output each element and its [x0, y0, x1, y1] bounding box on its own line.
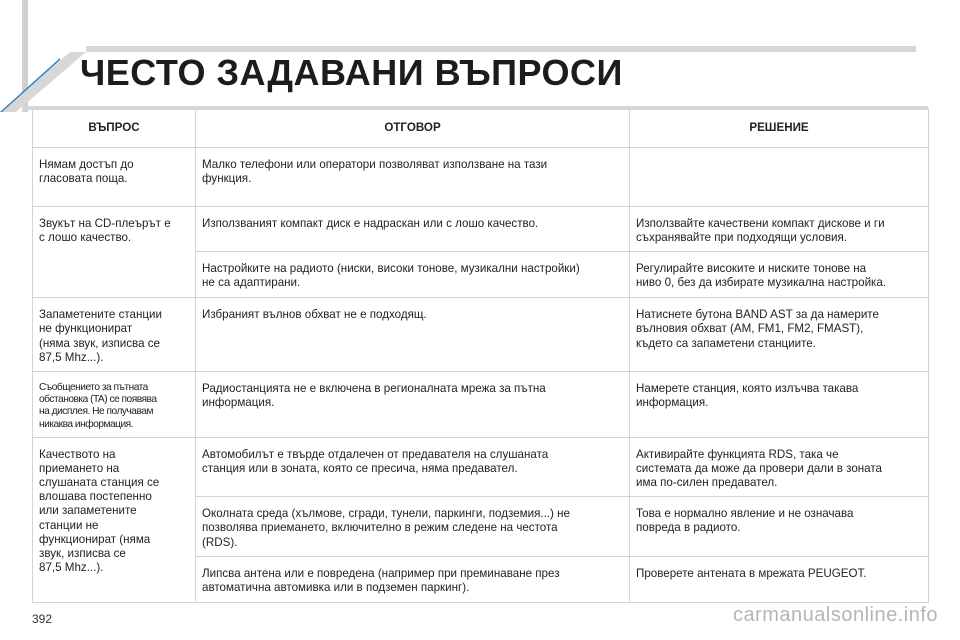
column-header-solution: РЕШЕНИЕ — [630, 109, 929, 148]
solution-cell: Натиснете бутона BAND AST за да намерите вълновия обхват (AM, FM1, FM2, FMAST), където са запаметени станциите. — [630, 298, 929, 372]
solution-cell: Регулирайте високите и ниските тонове на ниво 0, без да избирате музикална настройка. — [630, 252, 929, 298]
question-cell: Нямам достъп до гласовата поща. — [33, 148, 196, 207]
solution-cell — [630, 148, 929, 207]
solution-cell: Използвайте качествени компакт дискове и ги съхранявайте при подходящи условия. — [630, 207, 929, 252]
question-cell: Качеството на приемането на слушаната станция се влошава постепенно или запаметените станции не функционират (няма звук, изписва се 87,5 Mhz...). — [33, 437, 196, 602]
table-row — [33, 437, 929, 496]
answer-cell: Околната среда (хълмове, сгради, тунели, паркинги, подземия...) не позволява приемането, включително в режим следене на честота (RDS). — [196, 497, 630, 556]
column-header-answer: ОТГОВОР — [196, 109, 630, 148]
faq-table — [32, 108, 929, 603]
answer-cell: Малко телефони или оператори позволяват използване на тази функция. — [196, 148, 630, 207]
solution-cell: Намерете станция, която излъчва такава информация. — [630, 371, 929, 437]
answer-cell: Липсва антена или е повредена (например при преминаване през автоматична автомивка или в подземен паркинг). — [196, 556, 630, 602]
page-title: ЧЕСТО ЗАДАВАНИ ВЪПРОСИ — [80, 52, 623, 93]
table-header-row — [33, 109, 929, 148]
table-row — [33, 298, 929, 372]
solution-cell: Това е нормално явление и не означава повреда в радиото. — [630, 497, 929, 556]
answer-cell: Автомобилът е твърде отдалечен от предавателя на слушаната станция или в зоната, която се пресича, няма предавател. — [196, 437, 630, 496]
question-cell: Съобщението за пътната обстановка (TA) се появява на дисплея. Не получавам никаква информация. — [33, 371, 196, 437]
table-row — [33, 371, 929, 437]
question-cell: Звукът на CD-плеърът е с лошо качество. — [33, 207, 196, 298]
answer-cell: Радиостанцията не е включена в регионалната мрежа за пътна информация. — [196, 371, 630, 437]
answer-cell: Настройките на радиото (ниски, високи тонове, музикални настройки) не са адаптирани. — [196, 252, 630, 298]
table-row — [33, 207, 929, 252]
watermark: carmanualsonline.info — [732, 604, 938, 626]
solution-cell: Проверете антената в мрежата PEUGEOT. — [630, 556, 929, 602]
page-number: 392 — [32, 612, 53, 626]
question-cell: Запаметените станции не функционират (няма звук, изписва се 87,5 Mhz...). — [33, 298, 196, 372]
table-row — [33, 148, 929, 207]
solution-cell: Активирайте функцията RDS, така че системата да може да провери дали в зоната има по-силен предавател. — [630, 437, 929, 496]
answer-cell: Избраният вълнов обхват не е подходящ. — [196, 298, 630, 372]
column-header-question: ВЪПРОС — [33, 109, 196, 148]
answer-cell: Използваният компакт диск е надраскан или с лошо качество. — [196, 207, 630, 252]
